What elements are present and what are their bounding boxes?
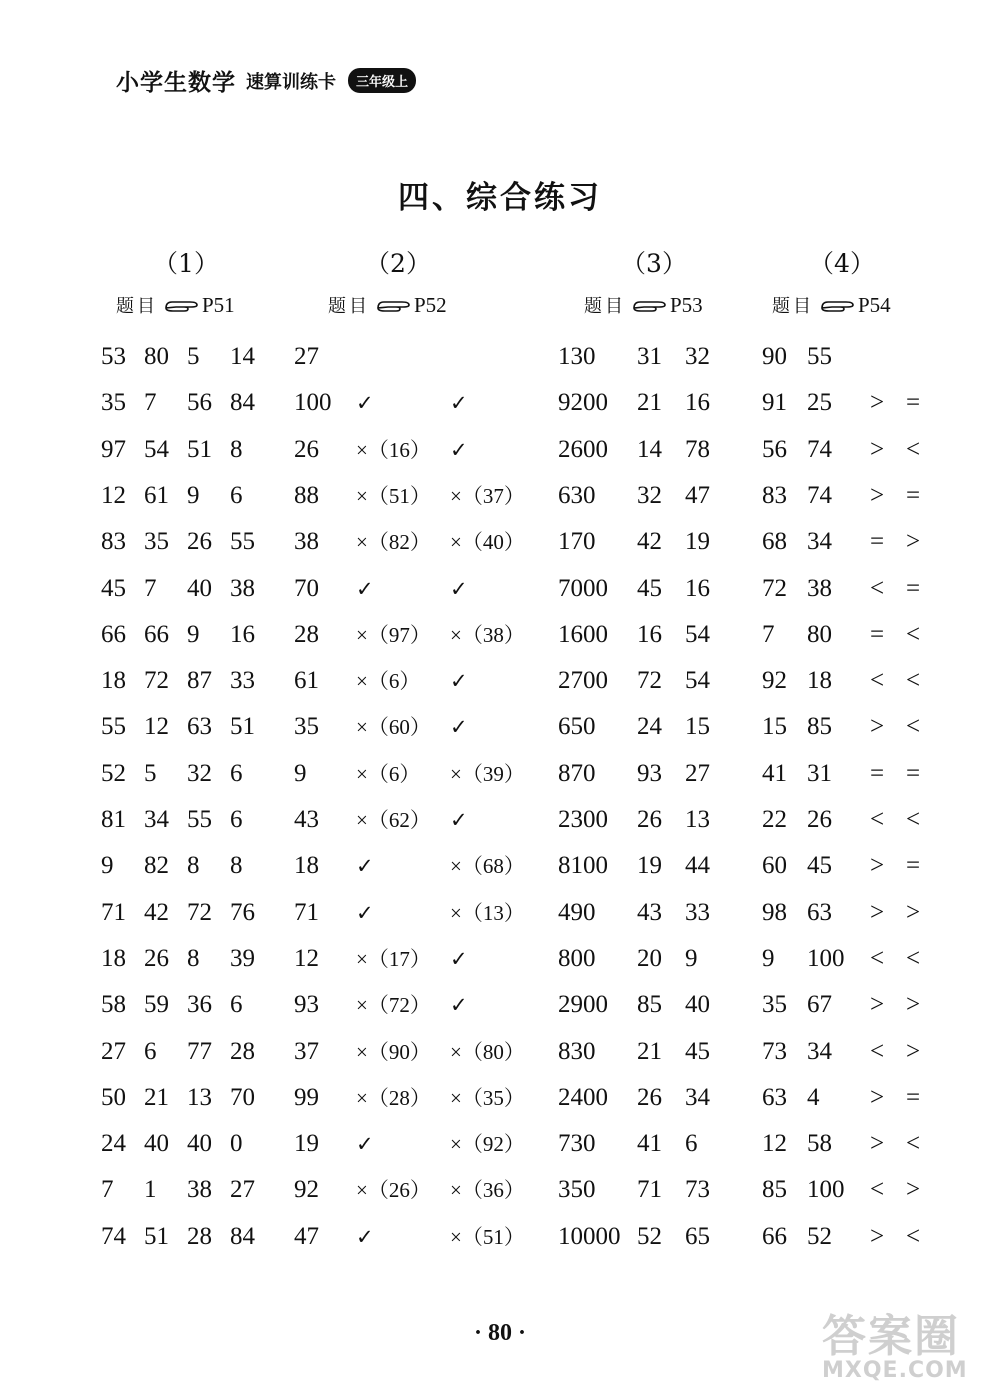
answer-cell: 24 — [637, 713, 662, 741]
answer-cell: 73 — [762, 1037, 787, 1065]
answer-cell: 15 — [762, 713, 787, 741]
answer-cell: 7 — [762, 620, 775, 648]
answer-cell: ✓ — [356, 576, 374, 601]
answer-cell: 85 — [637, 991, 662, 1019]
answer-cell: > — [870, 898, 885, 926]
answer-cell: = — [906, 759, 921, 787]
answer-cell: ✓ — [450, 715, 468, 740]
answer-cell: 54 — [685, 620, 710, 648]
answer-cell: 78 — [685, 435, 710, 463]
answer-cell: 8 — [230, 435, 243, 463]
answer-cell: 66 — [101, 620, 126, 648]
answer-cell: 38 — [230, 574, 255, 602]
answer-cell: > — [906, 1176, 921, 1204]
answer-cell: = — [906, 1083, 921, 1111]
answer-cell: 9 — [187, 481, 200, 509]
answer-cell: 730 — [558, 1130, 596, 1158]
answer-cell: ✓ — [450, 808, 468, 832]
answer-cell: 34 — [807, 1037, 832, 1065]
answer-cell: ×（26） — [356, 1178, 431, 1203]
answer-cell: 830 — [558, 1037, 596, 1065]
answer-cell: 53 — [101, 343, 126, 370]
answer-cell: 35 — [101, 389, 126, 417]
answer-cell: > — [870, 389, 885, 417]
answer-cell: 52 — [101, 759, 126, 787]
answer-cell: 54 — [685, 667, 710, 695]
answer-cell: 9 — [187, 620, 200, 648]
answer-cell: 68 — [762, 528, 787, 556]
answer-cell: 83 — [762, 481, 787, 509]
answer-cell: > — [906, 1037, 921, 1065]
answer-cell: 42 — [637, 528, 662, 556]
answer-cell: 27 — [294, 343, 319, 370]
answer-cell: 91 — [762, 389, 787, 417]
answer-cell: 42 — [144, 898, 169, 926]
answer-cell: 2400 — [558, 1083, 608, 1111]
reference-label: 题目 — [772, 296, 814, 317]
answer-cell: 19 — [685, 528, 710, 556]
answer-cell: 16 — [637, 620, 662, 648]
answer-cell: 45 — [101, 574, 126, 602]
answer-cell: < — [906, 620, 921, 648]
answer-cell: 51 — [230, 713, 255, 741]
answer-cell: 63 — [807, 898, 832, 926]
answer-cell: > — [906, 991, 921, 1019]
answer-cell: 7 — [101, 1176, 114, 1204]
answer-cell: = — [906, 481, 921, 509]
answer-cell: ×（82） — [356, 530, 431, 555]
answer-cell: 8 — [230, 852, 243, 880]
answer-cell: ✓ — [450, 391, 468, 416]
answer-cell: 26 — [144, 944, 169, 972]
answer-cell: 80 — [144, 343, 169, 370]
answer-cell: 33 — [685, 898, 710, 926]
answer-cell: 41 — [762, 759, 787, 787]
answer-cell: 8 — [187, 852, 200, 880]
answer-cell: 88 — [294, 481, 319, 509]
answer-cell: 7 — [144, 574, 157, 602]
answer-cell: 19 — [294, 1130, 319, 1158]
answer-cell: 84 — [230, 389, 255, 417]
answer-cell: 170 — [558, 528, 596, 556]
answer-cell: 31 — [807, 759, 832, 787]
answer-cell: = — [870, 620, 885, 648]
answer-cell: ×（72） — [356, 993, 431, 1018]
answer-cell: = — [906, 852, 921, 880]
answer-cell: 4 — [807, 1083, 820, 1111]
answer-cell: 350 — [558, 1176, 596, 1204]
answer-cell: 39 — [230, 944, 255, 972]
answer-cell: 99 — [294, 1083, 319, 1111]
answer-cell: 34 — [685, 1083, 710, 1111]
answer-cell: 51 — [144, 1222, 169, 1250]
answer-cell: 16 — [685, 389, 710, 417]
answer-cell: ×（35） — [450, 1085, 525, 1110]
answer-cell: ✓ — [450, 576, 468, 601]
page-title: 四、综合练习 — [398, 180, 602, 216]
answer-cell: 35 — [294, 713, 319, 741]
answer-cell: 26 — [637, 1083, 662, 1111]
answer-cell: 85 — [762, 1176, 787, 1204]
answer-cell: ×（6） — [356, 669, 421, 694]
answer-cell: 7000 — [558, 574, 608, 602]
reference-page: P53 — [670, 292, 703, 317]
answer-cell: 2300 — [558, 806, 608, 833]
page-number: · 80 · — [473, 1320, 526, 1346]
answer-cell: < — [870, 806, 885, 833]
answer-cell: 83 — [101, 528, 126, 556]
answer-cell: 6 — [230, 481, 243, 509]
answer-cell: 9 — [294, 759, 307, 787]
answer-cell: ×（37） — [450, 483, 525, 508]
answer-cell: 21 — [637, 389, 662, 417]
answer-cell: < — [870, 574, 885, 602]
answer-cell: 44 — [685, 852, 710, 880]
answer-cell: 35 — [144, 528, 169, 556]
answer-cell: 40 — [685, 991, 710, 1019]
answer-cell: ×（80） — [450, 1039, 525, 1064]
answer-cell: 74 — [807, 481, 832, 509]
answer-cell: 93 — [637, 759, 662, 787]
answer-cell: 90 — [762, 343, 787, 370]
section-3-number: （3） — [621, 249, 687, 278]
answer-cell: 38 — [187, 1176, 212, 1204]
answer-cell: < — [906, 1222, 921, 1250]
reference-label: 题目 — [328, 296, 370, 317]
answer-cell: 21 — [144, 1083, 169, 1111]
answer-cell: 36 — [187, 991, 212, 1019]
answer-cell: 47 — [294, 1222, 319, 1250]
answer-cell: 8100 — [558, 852, 608, 880]
answer-cell: ×（28） — [356, 1085, 431, 1110]
answer-cell: < — [906, 806, 921, 833]
answer-cell: ×（17） — [356, 946, 431, 971]
answer-cell: ×（40） — [450, 530, 525, 555]
answer-cell: < — [906, 435, 921, 463]
answer-cell: 54 — [144, 435, 169, 463]
answer-cell: ×（6） — [356, 761, 421, 786]
answer-cell: 28 — [187, 1222, 212, 1250]
answer-cell: ×（68） — [450, 854, 525, 879]
answer-cell: ×（90） — [356, 1039, 431, 1064]
answer-cell: 630 — [558, 481, 596, 509]
watermark-url: MXQE.COM — [822, 1358, 968, 1383]
answer-cell: 7 — [144, 389, 157, 417]
answer-cell: 26 — [807, 806, 832, 833]
answer-cell: 6 — [685, 1130, 698, 1158]
answer-cell: 21 — [637, 1037, 662, 1065]
answer-cell: 100 — [807, 944, 845, 972]
reference-page: P51 — [202, 292, 235, 317]
answer-cell: 12 — [144, 713, 169, 741]
answer-cell: 27 — [685, 759, 710, 787]
answer-cell: 61 — [144, 481, 169, 509]
answer-cell: 43 — [637, 898, 662, 926]
answer-cell: 92 — [762, 667, 787, 695]
answer-cell: 56 — [762, 435, 787, 463]
answer-cell: 19 — [637, 852, 662, 880]
answer-cell: 32 — [187, 759, 212, 787]
answer-cell: 14 — [637, 435, 662, 463]
answer-cell: 16 — [685, 574, 710, 602]
answer-cell: > — [906, 528, 921, 556]
answer-cell: 12 — [294, 944, 319, 972]
answer-cell: 1600 — [558, 620, 608, 648]
answer-cell: 71 — [637, 1176, 662, 1204]
answer-cell: 12 — [101, 481, 126, 509]
answer-cell: 33 — [230, 667, 255, 695]
answer-cell: 100 — [294, 389, 332, 417]
answer-cell: 40 — [144, 1130, 169, 1158]
answer-cell: 81 — [101, 806, 126, 833]
answer-cell: 40 — [187, 1130, 212, 1158]
grade-badge: 三年级上 — [348, 68, 416, 93]
answer-cell: = — [870, 759, 885, 787]
answer-cell: 40 — [187, 574, 212, 602]
answer-cell: 26 — [187, 528, 212, 556]
answer-cell: 66 — [762, 1222, 787, 1250]
answer-cell: 65 — [685, 1222, 710, 1250]
answer-cell: ✓ — [356, 1132, 374, 1157]
reference-page: P52 — [414, 292, 447, 317]
answer-cell: 9 — [685, 944, 698, 972]
answer-cell: ✓ — [450, 437, 468, 462]
answer-cell: 13 — [187, 1083, 212, 1111]
answer-cell: 27 — [230, 1176, 255, 1204]
answer-cell: 51 — [187, 435, 212, 463]
answer-cell: 63 — [762, 1083, 787, 1111]
answer-cell: < — [906, 944, 921, 972]
answer-cell: 14 — [230, 343, 255, 370]
answer-cell: 74 — [101, 1222, 126, 1250]
answer-cell: 58 — [807, 1130, 832, 1158]
answer-cell: 67 — [807, 991, 832, 1019]
answer-cell: 52 — [807, 1222, 832, 1250]
answer-cell: < — [870, 1037, 885, 1065]
answer-cell: 52 — [637, 1222, 662, 1250]
answer-cell: 73 — [685, 1176, 710, 1204]
answer-cell: 85 — [807, 713, 832, 741]
answer-cell: 6 — [230, 991, 243, 1019]
answer-cell: ×（97） — [356, 622, 431, 647]
answer-cell: 490 — [558, 898, 596, 926]
answer-cell: 63 — [187, 713, 212, 741]
answer-cell: 0 — [230, 1130, 243, 1158]
answer-cell: = — [906, 389, 921, 417]
answer-cell: ×（92） — [450, 1132, 525, 1157]
answer-cell: 35 — [762, 991, 787, 1019]
answer-cell: 50 — [101, 1083, 126, 1111]
answer-cell: 31 — [637, 343, 662, 370]
answer-cell: ✓ — [356, 854, 374, 879]
answer-cell: 24 — [101, 1130, 126, 1158]
answer-cell: 70 — [230, 1083, 255, 1111]
answer-cell: 1 — [144, 1176, 157, 1204]
answer-cell: ×（36） — [450, 1178, 525, 1203]
reference-label: 题目 — [116, 296, 158, 317]
answer-cell: 15 — [685, 713, 710, 741]
answer-cell: 92 — [294, 1176, 319, 1204]
answer-cell: > — [870, 852, 885, 880]
answer-cell: > — [870, 1222, 885, 1250]
answer-cell: ✓ — [356, 900, 374, 925]
answer-cell: < — [870, 944, 885, 972]
answer-cell: 76 — [230, 898, 255, 926]
answer-cell: ✓ — [356, 1224, 374, 1249]
answer-cell: 2900 — [558, 991, 608, 1019]
answer-cell: 66 — [144, 620, 169, 648]
answer-cell: 58 — [101, 991, 126, 1019]
answer-cell: 61 — [294, 667, 319, 695]
answer-cell: = — [906, 574, 921, 602]
answer-cell: ✓ — [450, 993, 468, 1018]
book-brand: 小学生数学 — [116, 70, 236, 96]
answer-cell: 72 — [762, 574, 787, 602]
answer-cell: 8 — [187, 944, 200, 972]
answer-cell: 45 — [807, 852, 832, 880]
answer-cell: 55 — [187, 806, 212, 833]
answer-cell: ✓ — [356, 391, 374, 416]
answer-cell: 74 — [807, 435, 832, 463]
answer-cell: 97 — [101, 435, 126, 463]
answer-cell: 93 — [294, 991, 319, 1019]
answer-cell: 60 — [762, 852, 787, 880]
answer-cell: 34 — [807, 528, 832, 556]
answer-cell: 77 — [187, 1037, 212, 1065]
answer-cell: 47 — [685, 481, 710, 509]
answer-cell: 18 — [101, 667, 126, 695]
answer-cell: > — [870, 435, 885, 463]
answer-cell: ×（62） — [356, 808, 431, 832]
answer-cell: 650 — [558, 713, 596, 741]
reference-label: 题目 — [584, 296, 626, 317]
section-2-number: （2） — [365, 249, 431, 278]
answer-cell: < — [870, 1176, 885, 1204]
reference-page: P54 — [858, 292, 891, 317]
answer-cell: 9200 — [558, 389, 608, 417]
answer-cell: 32 — [637, 481, 662, 509]
answer-cell: 59 — [144, 991, 169, 1019]
answer-cell: 45 — [637, 574, 662, 602]
answer-cell: ✓ — [450, 669, 468, 694]
answer-cell: 45 — [685, 1037, 710, 1065]
answer-cell: < — [906, 1130, 921, 1158]
answer-cell: 9 — [762, 944, 775, 972]
answer-cell: 6 — [230, 759, 243, 787]
answer-cell: > — [870, 481, 885, 509]
answer-cell: 84 — [230, 1222, 255, 1250]
answer-cell: 12 — [762, 1130, 787, 1158]
watermark-logo — [822, 1300, 987, 1390]
answer-cell: < — [906, 713, 921, 741]
answer-cell: 80 — [807, 620, 832, 648]
answer-cell: 26 — [294, 435, 319, 463]
answer-cell: 71 — [294, 898, 319, 926]
answer-cell: 38 — [294, 528, 319, 556]
answer-cell: 18 — [101, 944, 126, 972]
answer-cell: ×（60） — [356, 715, 431, 740]
answer-cell: ✓ — [450, 946, 468, 971]
answer-cell: > — [870, 991, 885, 1019]
answer-cell: 55 — [101, 713, 126, 741]
answer-cell: > — [906, 898, 921, 926]
answer-cell: 71 — [101, 898, 126, 926]
answer-cell: 870 — [558, 759, 596, 787]
answer-cell: 72 — [637, 667, 662, 695]
book-subtitle: 速算训练卡 — [246, 71, 336, 93]
answer-cell: 28 — [294, 620, 319, 648]
answer-cell: 28 — [230, 1037, 255, 1065]
answer-cell: 5 — [187, 343, 200, 370]
answer-cell: = — [870, 528, 885, 556]
answer-cell: 5 — [144, 759, 157, 787]
answer-cell: 18 — [294, 852, 319, 880]
answer-cell: ×（51） — [450, 1224, 525, 1249]
answer-cell: 72 — [187, 898, 212, 926]
answer-cell: 800 — [558, 944, 596, 972]
answer-cell: 26 — [637, 806, 662, 833]
answer-cell: 37 — [294, 1037, 319, 1065]
answer-cell: 16 — [230, 620, 255, 648]
section-1-number: （1） — [153, 249, 219, 278]
answer-cell: 22 — [762, 806, 787, 833]
answer-cell: 55 — [807, 343, 832, 370]
answer-cell: > — [870, 1130, 885, 1158]
section-4-number: （4） — [809, 249, 875, 278]
answer-cell: 38 — [807, 574, 832, 602]
answer-cell: 13 — [685, 806, 710, 833]
answer-cell: 43 — [294, 806, 319, 833]
answer-cell: 130 — [558, 343, 596, 370]
answer-cell: 87 — [187, 667, 212, 695]
answer-cell: 2600 — [558, 435, 608, 463]
answer-cell: 2700 — [558, 667, 608, 695]
answer-cell: 25 — [807, 389, 832, 417]
answer-cell: 6 — [144, 1037, 157, 1065]
answer-cell: 34 — [144, 806, 169, 833]
answer-cell: 41 — [637, 1130, 662, 1158]
answer-cell: ×（13） — [450, 900, 525, 925]
answer-cell: 56 — [187, 389, 212, 417]
answer-cell: 18 — [807, 667, 832, 695]
answer-cell: 32 — [685, 343, 710, 370]
answer-cell: 27 — [101, 1037, 126, 1065]
answer-cell: 20 — [637, 944, 662, 972]
answer-cell: 9 — [101, 852, 114, 880]
answer-cell: 98 — [762, 898, 787, 926]
answer-cell: < — [906, 667, 921, 695]
answer-cell: 55 — [230, 528, 255, 556]
answer-cell: 70 — [294, 574, 319, 602]
answer-cell: ×（16） — [356, 437, 431, 462]
answer-cell: 10000 — [558, 1222, 621, 1250]
answer-cell: 82 — [144, 852, 169, 880]
answer-cell: ×（38） — [450, 622, 525, 647]
answer-cell: 72 — [144, 667, 169, 695]
answer-cell: > — [870, 713, 885, 741]
answer-cell: 100 — [807, 1176, 845, 1204]
answer-cell: ×（39） — [450, 761, 525, 786]
answer-cell: > — [870, 1083, 885, 1111]
answer-cell: ×（51） — [356, 483, 431, 508]
watermark-text: 答案圈 — [822, 1311, 960, 1362]
answer-cell: 6 — [230, 806, 243, 833]
answer-cell: < — [870, 667, 885, 695]
